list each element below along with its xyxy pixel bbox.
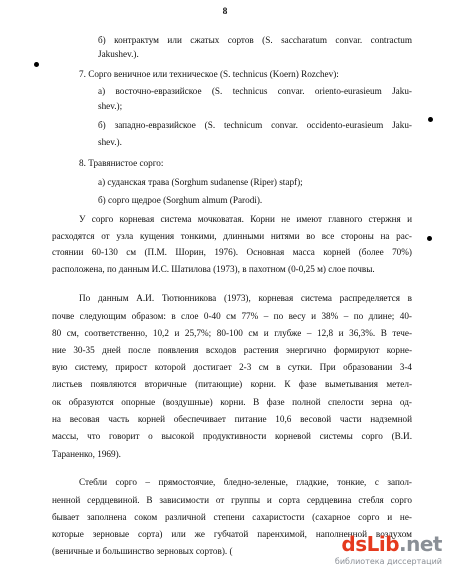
text-line: 7. Сорго веничное или техническое (S. technicus (Koern) Rozchev):	[79, 69, 339, 79]
text-line: shev.);	[98, 101, 123, 111]
text-line: массы, что говорит о высокой продуктивности корневой системы сорго (В.И.	[52, 431, 412, 441]
text-line: shev.).	[98, 137, 122, 147]
margin-dot-1	[34, 62, 39, 67]
watermark-subtitle: библиотека диссертаций	[334, 557, 442, 566]
text-line: почве следующим образом: в слое 0-40 см 77% – по весу и 38% – по длине; 40-	[52, 311, 412, 321]
text-line: ние 30-35 дней после появления всходов растения энергично формируют корне-	[52, 345, 412, 355]
text-line: 80 см, соответственно, 10,2 и 25,7%; 80-100 см и глубже – 12,8 и 36,3%. В тече-	[52, 328, 412, 338]
text-line: Тараненко, 1969).	[52, 449, 121, 459]
text-line: а) суданская трава (Sorghum sudanense (Riper) stapf);	[98, 177, 303, 187]
text-line: 8. Травянистое сорго:	[79, 158, 164, 168]
text-line: Стебли сорго – прямостоячие, бледно-зеленые, гладкие, тонкие, с запол-	[79, 477, 412, 487]
text-line: ок образуются опорные (воздушные) корни. В фазе полной спелости зерна од-	[52, 397, 412, 407]
text-line: б) контрактум или сжатых сортов (S. saccharatum convar. contractum	[98, 35, 412, 45]
text-line: ненной сердцевиной. В зависимости от группы и сорта сердцевина стебля сорго	[52, 495, 412, 505]
text-line: Jakushev.).	[98, 49, 139, 59]
watermark-brand	[341, 532, 442, 556]
margin-dot-2	[428, 117, 433, 122]
text-line: расходятся от узла кущения тонкими, длинными нитями во все стороны на рас-	[52, 231, 412, 241]
text-line: листьев появляются вторичные (питающие) корни. К фазе выметывания метел-	[52, 379, 412, 389]
margin-dot-3	[427, 236, 432, 241]
text-line: б) сорго щедрое (Sorghum almum (Parodi).	[98, 195, 263, 205]
text-line: которые зерновые сорта) или же губчатой паренхимой, наполненной воздухом	[52, 529, 412, 539]
text-line: У сорго корневая система мочковатая. Корни не имеют главного стержня и	[79, 214, 412, 224]
text-line: расположена, по данным И.С. Шатилова (1973), в пахотном (0-0,25 м) слое почвы.	[52, 264, 375, 274]
watermark-logo	[310, 532, 442, 572]
watermark-brand-part2: .net	[399, 532, 442, 556]
text-line: а) восточно-евразийское (S. technicus convar. oriento-eurasieum Jaku-	[98, 86, 412, 96]
watermark-brand-part1: dsLib	[341, 532, 400, 556]
text-line: вую систему, прирост которой достигает 2-3 см в сутки. При образовании 3-4	[52, 362, 412, 372]
text-line: (веничные и большинство зерновых сортов). (	[52, 546, 233, 556]
text-line: на весовая часть корней обеспечивает питание 10,6 весовой части надземной	[52, 414, 412, 424]
text-line: бывает заполнена соком различной степени сахаристости (сахарное сорго и не-	[52, 512, 412, 522]
text-line: По данным А.И. Тютюнникова (1973), корневая система распределяется в	[79, 293, 412, 303]
text-line: стоянии 60-130 см (П.М. Шорин, 1976). Основная масса корней (более 70%)	[52, 247, 412, 257]
page-number: 8	[222, 7, 228, 17]
text-line: б) западно-евразийское (S. technicum convar. occidento-eurasieum Jaku-	[98, 120, 412, 130]
